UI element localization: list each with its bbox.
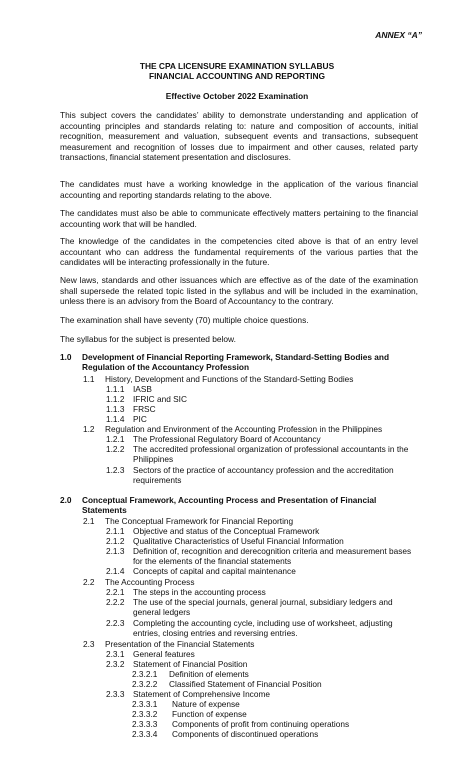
document-subtitle: FINANCIAL ACCOUNTING AND REPORTING [148,71,326,81]
outline-item-1-1-4: 1.1.4 PIC [106,414,147,424]
document-title: THE CPA LICENSURE EXAMINATION SYLLABUS [139,61,335,71]
outline-item-2-2-1: 2.2.1 The steps in the accounting process [106,587,266,597]
outline-item-1-2: 1.2 Regulation and Environment of the Accounting Profession in the Philippines [83,424,383,434]
annex-label: ANNEX “A” [375,30,422,40]
outline-item-2-3-1: 2.3.1 General features [106,649,195,659]
outline-item-2-3-2: 2.3.2 Statement of Financial Position [106,659,248,669]
paragraph-scope: This subject covers the candidates’ ability to demonstrate understanding and application of accounting principles and standards relating to: nature and composition of accounts, initial recognition, measurement and valuation, subsequent events and transactions, subsequent measurement and recognition of losses due to impairment and other causes, related party transactions, financial statement presentation and disclosures. [60,110,418,163]
outline-item-1-1: 1.1 History, Development and Functions of the Standard-Setting Bodies [83,374,354,384]
paragraph-communicate: The candidates must also be able to communicate effectively matters pertaining to the financial accounting work that will be handled. [60,208,418,229]
outline-item-2-3-3: 2.3.3 Statement of Comprehensive Income [106,689,270,699]
outline-item-2-1-3: 2.1.3 Definition of, recognition and derecognition criteria and measurement bases for the elements of the financial statements [106,546,412,567]
paragraph-exam-count: The examination shall have seventy (70) multiple choice questions. [60,315,309,325]
paragraph-competency: The knowledge of the candidates in the competencies cited above is that of an entry level accountant who can address the fundamental requirements of the various parties that the candidates will be interacting professionally in the future. [60,236,418,268]
outline-item-2-1: 2.1 The Conceptual Framework for Financial Reporting [83,516,294,526]
outline-item-1-1-1: 1.1.1 IASB [106,384,152,394]
outline-item-2-1-4: 2.1.4 Concepts of capital and capital maintenance [106,566,296,576]
outline-item-1-2-3: 1.2.3 Sectors of the practice of accountancy profession and the accreditation requirements [106,465,394,486]
outline-item-2-0: 2.0 Conceptual Framework, Accounting Process and Presentation of Financial Statements [60,495,377,516]
outline-item-2-3-2-1: 2.3.2.1 Definition of elements [132,669,249,679]
outline-item-2-1-2: 2.1.2 Qualitative Characteristics of Useful Financial Information [106,536,344,546]
outline-item-2-3: 2.3 Presentation of the Financial Statements [83,639,255,649]
outline-item-2-3-3-3: 2.3.3.3 Components of profit from continuing operations [132,719,350,729]
outline-item-1-2-1: 1.2.1 The Professional Regulatory Board of Accountancy [106,434,321,444]
outline-item-1-1-3: 1.1.3 FRSC [106,404,156,414]
outline-item-2-2-3: 2.2.3 Completing the accounting cycle, including use of worksheet, adjusting entries, closing entries and reversing entries. [106,618,393,639]
outline-item-2-3-3-1: 2.3.3.1 Nature of expense [132,699,240,709]
outline-item-1-1-2: 1.1.2 IFRIC and SIC [106,394,187,404]
outline-item-2-2: 2.2 The Accounting Process [83,577,195,587]
outline-item-1-2-2: 1.2.2 The accredited professional organization of professional accountants in the Philippines [106,444,409,465]
paragraph-knowledge: The candidates must have a working knowledge in the application of the various financial accounting and reporting standards relating to the above. [60,179,418,200]
effective-date: Effective October 2022 Examination [165,91,309,101]
outline-item-2-3-2-2: 2.3.2.2 Classified Statement of Financial Position [132,679,322,689]
outline-item-2-1-1: 2.1.1 Objective and status of the Conceptual Framework [106,526,320,536]
paragraph-new-laws: New laws, standards and other issuances which are effective as of the date of the examination shall supersede the related topic listed in the syllabus and will be included in the examination, unless there is an advisory from the Board of Accountancy to the contrary. [60,275,418,307]
outline-item-1-0: 1.0 Development of Financial Reporting Framework, Standard-Setting Bodies and Regulation of the Accountancy Profession [60,352,390,373]
outline-item-2-3-3-4: 2.3.3.4 Components of discontinued operations [132,729,319,739]
outline-item-2-2-2: 2.2.2 The use of the special journals, general journal, subsidiary ledgers and general ledgers [106,597,393,618]
outline-item-2-3-3-2: 2.3.3.2 Function of expense [132,709,247,719]
paragraph-syllabus-intro: The syllabus for the subject is presented below. [60,334,236,344]
